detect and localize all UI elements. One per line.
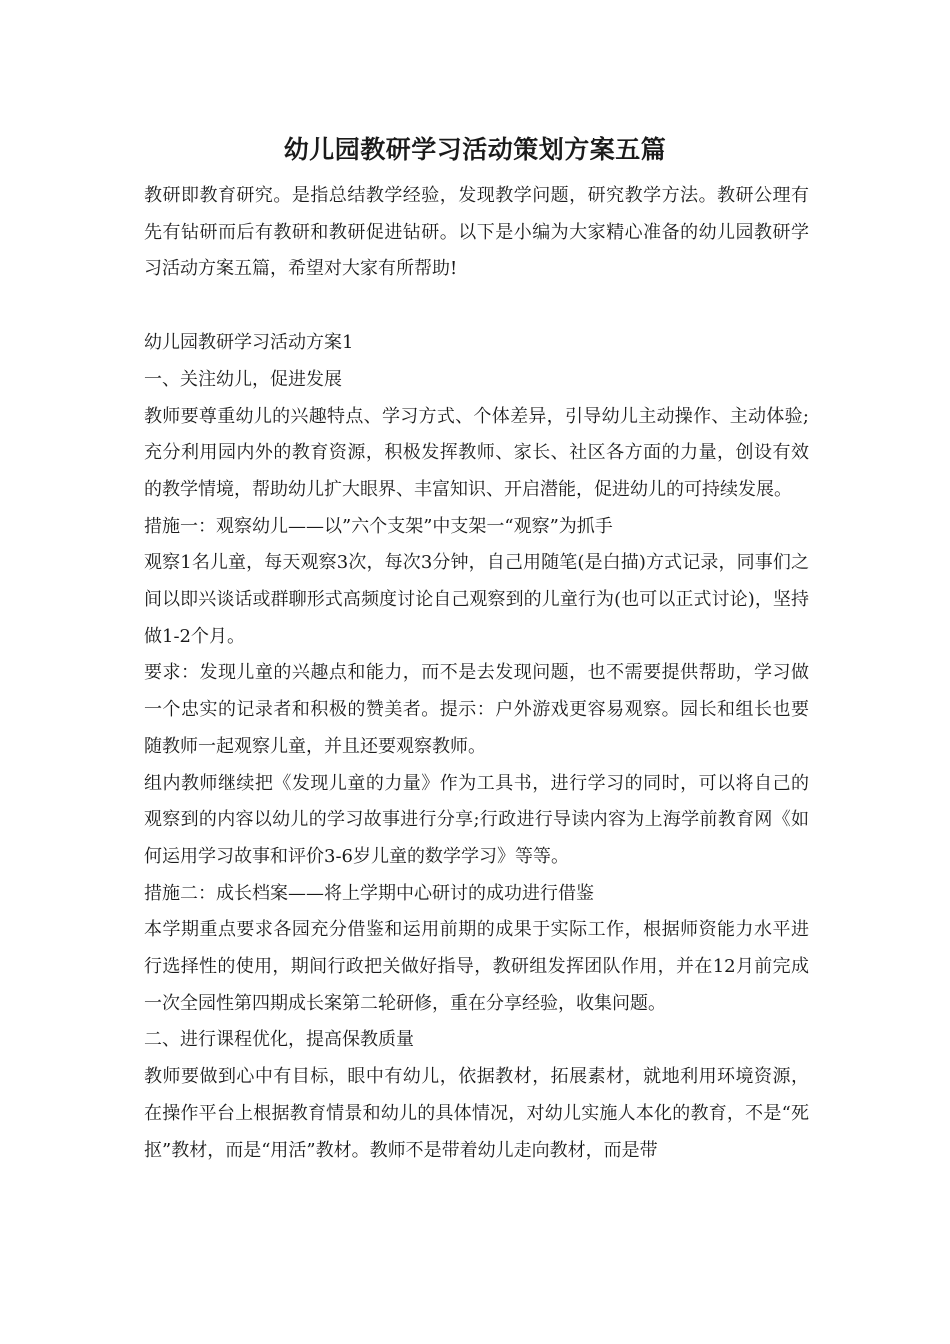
measure-heading-2: 措施二：成长档案——将上学期中心研讨的成功进行借鉴 (144, 882, 594, 904)
measure-heading-1: 措施一：观察幼儿——以”六个支架”中支架一“观察”为抓手 (144, 515, 613, 537)
document-body (144, 178, 809, 1169)
document-title: 幼儿园教研学习活动策划方案五篇 (283, 135, 667, 164)
body-paragraph: 教师要尊重幼儿的兴趣特点、学习方式、个体差异，引导幼儿主动操作、主动体验;充分利用园内外的教育资源，积极发挥教师、家长、社区各方面的力量，创设有效的教学情境，帮助幼儿扩大眼界、丰富知识、开启潜能，促进幼儿的可持续发展。 (144, 405, 809, 500)
body-paragraph: 观察1名儿童，每天观察3次，每次3分钟，自己用随笔(是白描)方式记录，同事们之间以即兴谈话或群聊形式高频度讨论自己观察到的儿童行为(也可以正式讨论)，坚持做1-2个月。 (144, 552, 809, 647)
paragraph-spacer (144, 288, 809, 325)
body-paragraph: 组内教师继续把《发现儿童的力量》作为工具书，进行学习的同时，可以将自己的观察到的内容以幼儿的学习故事进行分享;行政进行导读内容为上海学前教育网《如何运用学习故事和评价3-6岁儿童的数学学习》等等。 (144, 772, 809, 867)
section-heading-curriculum: 二、进行课程优化，提高保教质量 (144, 1029, 414, 1051)
intro-paragraph: 教研即教育研究。是指总结教学经验，发现教学问题，研究教学方法。教研公理有先有钻研而后有教研和教研促进钻研。以下是小编为大家精心准备的幼儿园教研学习活动方案五篇，希望对大家有所帮助! (144, 185, 809, 280)
body-paragraph: 教师要做到心中有目标，眼中有幼儿，依据教材，拓展素材，就地利用环境资源，在操作平台上根据教育情景和幼儿的具体情况，对幼儿实施人本化的教育，不是“死抠”教材，而是“用活”教材。教师不是带着幼儿走向教材，而是带 (144, 1066, 809, 1161)
body-paragraph: 要求：发现儿童的兴趣点和能力，而不是去发现问题，也不需要提供帮助，学习做一个忠实的记录者和积极的赞美者。提示：户外游戏更容易观察。园长和组长也要随教师一起观察儿童，并且还要观察教师。 (144, 662, 809, 757)
body-paragraph: 本学期重点要求各园充分借鉴和运用前期的成果于实际工作，根据师资能力水平进行选择性的使用，期间行政把关做好指导，教研组发挥团队作用，并在12月前完成一次全园性第四期成长案第二轮研修，重在分享经验，收集问题。 (144, 919, 809, 1014)
section-heading-plan-1: 幼儿园教研学习活动方案1 (144, 332, 354, 354)
section-heading-focus-children: 一、关注幼儿，促进发展 (144, 368, 342, 390)
